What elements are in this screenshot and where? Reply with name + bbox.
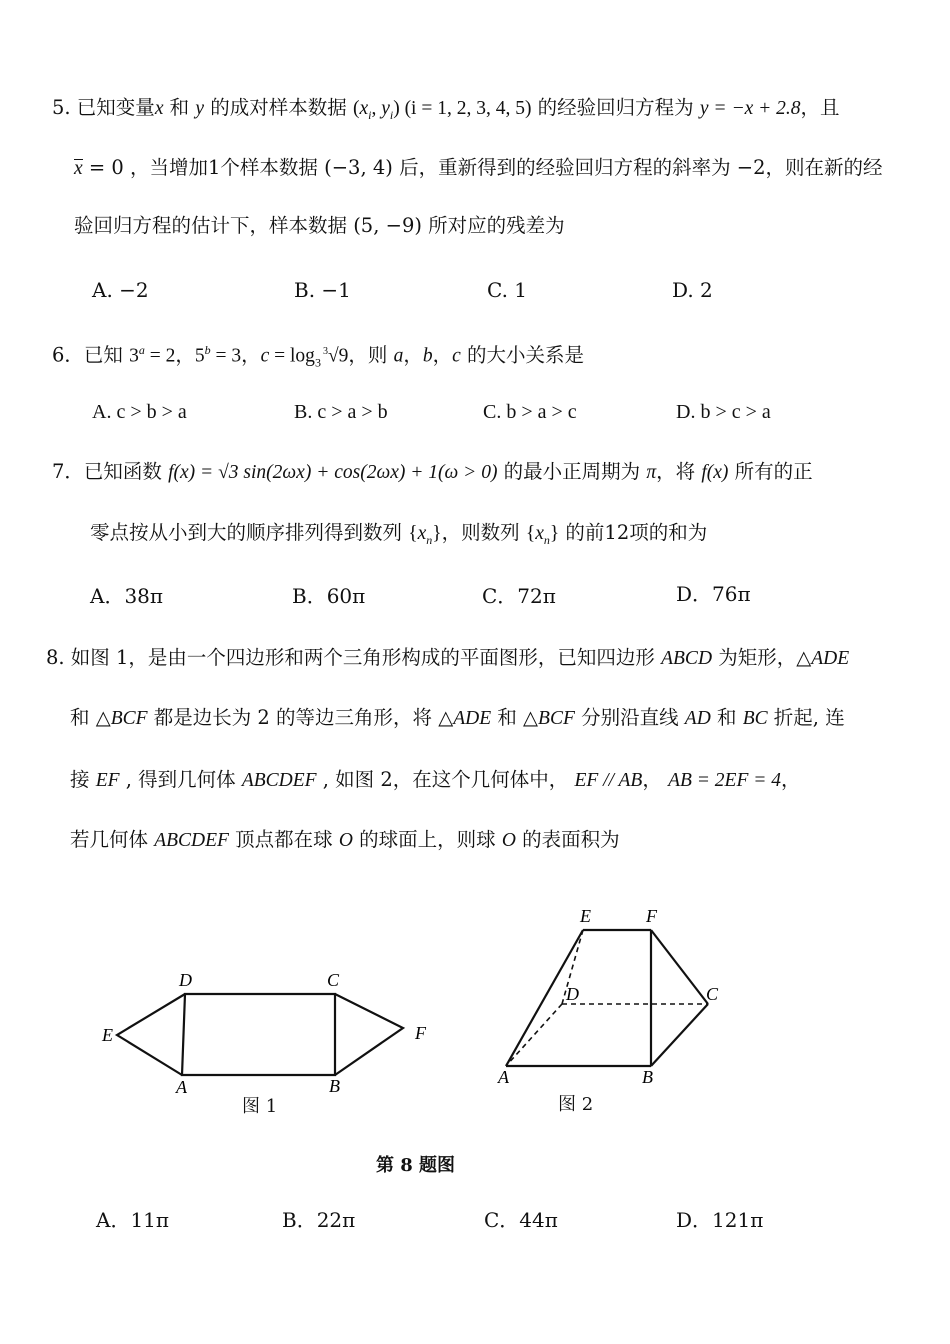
- var-c: c: [260, 345, 270, 367]
- text: = 2，: [144, 345, 195, 367]
- index-range: (i = 1, 2, 3, 4, 5): [399, 98, 532, 119]
- text: ，则: [348, 343, 394, 367]
- q5-option-b[interactable]: B. −1: [294, 278, 351, 302]
- exp-b: b: [204, 343, 211, 357]
- q6-number: 6．已知: [52, 343, 130, 367]
- edge-fc: [651, 930, 708, 1004]
- var-y: y: [195, 98, 205, 119]
- parallel-relation: EF // AB: [574, 770, 643, 791]
- text: 为矩形，: [712, 646, 797, 669]
- text: 和: [491, 706, 524, 729]
- text: 和: [710, 706, 743, 729]
- q7-option-a[interactable]: A．38π: [90, 584, 164, 608]
- q7-option-d[interactable]: D．76π: [676, 582, 751, 606]
- x-bar: x: [74, 158, 83, 179]
- figure-1-shape: [117, 994, 403, 1075]
- base-3: 3: [129, 345, 139, 367]
- edge-da: [506, 1004, 562, 1066]
- sphere-o: O: [501, 830, 516, 851]
- label-c: C: [327, 970, 340, 990]
- q5-line-1: [52, 94, 840, 129]
- quad-abcd: ABCD: [661, 648, 713, 669]
- sequence-xn: $\{x_n\}$: [525, 523, 560, 547]
- text: ，且: [800, 96, 840, 119]
- q8-line-3: [70, 766, 801, 795]
- text: 的最小正周期为: [497, 460, 647, 483]
- q6-option-b[interactable]: B. c > a > b: [294, 401, 388, 423]
- sub-i: i: [368, 107, 372, 122]
- var-b: b: [422, 345, 433, 367]
- sphere-o: O: [338, 830, 353, 851]
- function-def: f(x) = √3 sin(2ωx) + cos(2ωx) + 1(ω > 0): [168, 462, 498, 483]
- length-relation: AB = 2EF = 4: [668, 770, 782, 791]
- segment-ef: EF: [95, 770, 120, 791]
- solid-abcdef: ABCDEF: [154, 830, 229, 851]
- q8-number: 8. 如图 1，是由一个四边形和两个三角形构成的平面图形，已知四边形: [46, 646, 662, 669]
- label-b: B: [642, 1067, 653, 1087]
- text: = 0 ，当增加1个样本数据 (−3, 4) 后，重新得到的经验回归方程的斜率为 −2，则在新的经: [82, 156, 883, 179]
- text: 验回归方程的估计下，样本数据 (5, −9) 所对应的残差为: [74, 214, 565, 237]
- text: ，: [642, 768, 669, 791]
- text: ，: [403, 343, 423, 367]
- text: 零点按从小到大的顺序排列得到数列: [90, 521, 409, 544]
- text: 和: [70, 706, 96, 729]
- sub-i: i: [389, 107, 394, 122]
- exp-a: a: [138, 343, 145, 357]
- q5-line-2: [74, 154, 883, 182]
- text: = 3，: [210, 345, 261, 367]
- sub-n: n: [426, 532, 433, 547]
- f-of-x: f(x): [701, 462, 729, 483]
- figure-2-solid: [506, 930, 708, 1066]
- triangle-ade: △ADE: [796, 648, 850, 669]
- triangle-ade-shape: [117, 994, 185, 1075]
- text: 都是边长为 2 的等边三角形，将: [147, 706, 439, 729]
- q5-line-3: [74, 212, 565, 240]
- q8-option-b[interactable]: B．22π: [282, 1208, 356, 1232]
- text: 和: [163, 96, 196, 119]
- q6-option-d[interactable]: D. b > c > a: [676, 401, 771, 423]
- regression-equation: y = −x + 2.8: [699, 98, 801, 119]
- sequence-xn: $\{x_n\}$: [408, 523, 442, 547]
- text: 的成对样本数据: [204, 96, 347, 119]
- q8-option-a[interactable]: A．11π: [96, 1208, 170, 1232]
- triangle-bcf: △BCF: [523, 708, 575, 729]
- triangle-ade: △ADE: [438, 708, 492, 729]
- q7-option-b[interactable]: B．60π: [292, 584, 366, 608]
- text: ，将: [656, 460, 702, 483]
- log-base: 3: [314, 355, 321, 370]
- text: 的经验回归方程为: [531, 96, 700, 119]
- text: 折起, 连: [767, 706, 845, 729]
- rectangle-abcd: [182, 994, 335, 1075]
- q8-line-2: [70, 704, 845, 733]
- label-f: F: [415, 1023, 426, 1043]
- label-a: A: [176, 1077, 187, 1097]
- text: ，: [432, 343, 453, 367]
- q7-number: 7．已知函数: [52, 460, 169, 483]
- q6-option-c[interactable]: C. b > a > c: [483, 401, 577, 423]
- text: 的大小关系是: [460, 343, 584, 367]
- text: 的球面上，则球: [352, 828, 502, 851]
- fig2-caption: 图 2: [558, 1094, 594, 1115]
- base-5: 5: [194, 345, 205, 367]
- figure-1: [95, 968, 435, 1098]
- text: ，则数列: [441, 521, 526, 544]
- label-f: F: [646, 906, 657, 926]
- q5-option-c[interactable]: C. 1: [487, 278, 528, 302]
- figure-caption: 第 8 题图: [376, 1155, 456, 1176]
- label-d: D: [179, 970, 192, 990]
- q5-option-a[interactable]: A. −2: [92, 278, 149, 302]
- edge-bc: [651, 1004, 708, 1066]
- q8-line-1: [46, 644, 849, 673]
- q6-line-1: [52, 336, 584, 376]
- label-c: C: [706, 984, 719, 1004]
- triangle-bcf-shape: [335, 994, 403, 1075]
- q8-option-c[interactable]: C．44π: [484, 1208, 558, 1232]
- q6-option-a[interactable]: A. c > b > a: [92, 401, 187, 423]
- pi: π: [646, 462, 657, 483]
- text: ，: [781, 768, 801, 791]
- label-a: A: [498, 1067, 509, 1087]
- text: 分别沿直线: [574, 706, 685, 729]
- fig1-caption: 图 1: [242, 1096, 278, 1117]
- label-e: E: [102, 1025, 113, 1045]
- q5-number: 5. 已知变量: [52, 96, 155, 119]
- text: 所有的正: [728, 460, 813, 483]
- sample-pair: ($x_i$, $y_i$): [352, 98, 400, 122]
- q5-option-d[interactable]: D. 2: [672, 278, 713, 302]
- text: 的表面积为: [515, 828, 620, 851]
- text: 顶点都在球: [228, 828, 339, 851]
- figure-2-hidden-edges: [506, 930, 708, 1066]
- text: , 如图 2，在这个几何体中，: [316, 768, 575, 791]
- text: 接: [70, 768, 96, 791]
- var-a: a: [393, 345, 404, 367]
- var-x: x: [154, 98, 164, 119]
- q8-line-4: [70, 826, 620, 855]
- text: , 得到几何体: [119, 768, 242, 791]
- label-b: B: [329, 1076, 340, 1096]
- line-ad: AD: [684, 708, 711, 729]
- figure-2: [490, 900, 750, 1100]
- q7-line-2: [90, 519, 707, 554]
- q8-option-d[interactable]: D．121π: [676, 1208, 764, 1232]
- log: = log: [269, 345, 315, 367]
- q7-line-1: [52, 458, 813, 487]
- text: 若几何体: [70, 828, 155, 851]
- text: 的前12项的和为: [559, 521, 708, 544]
- triangle-bcf: △BCF: [95, 708, 148, 729]
- solid-abcdef: ABCDEF: [241, 770, 317, 791]
- label-e: E: [580, 906, 591, 926]
- cube-root: √9: [327, 345, 349, 367]
- var-c: c: [452, 345, 461, 367]
- label-d: D: [566, 984, 579, 1004]
- root-index: 3: [322, 346, 328, 357]
- q7-option-c[interactable]: C．72π: [482, 584, 556, 608]
- line-bc: BC: [742, 708, 768, 729]
